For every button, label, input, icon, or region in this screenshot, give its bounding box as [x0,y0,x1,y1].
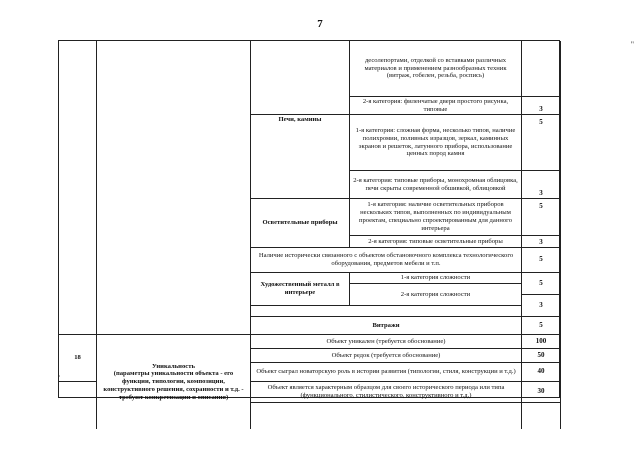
stained-glass-label: Витражи [251,317,522,335]
innovative-object-score: 40 [522,363,561,382]
empty-bottom-score [522,403,561,429]
stoves-cat2-score: 3 [522,171,561,199]
tech-equipment-description: Наличие исторически связанного с объектом обстановочного комплекса технологического оборудования, предметов мебели и т.п. [251,248,522,273]
lighting-label: Осветительные приборы [251,199,350,248]
empty-bottom-row [251,403,522,429]
stoves-cat2-description: 2-я категория: типовые приборы, монохромная облицовка, печи скрыты современной обшивкой, облицовкой [350,171,522,199]
lighting-cat2-description: 2-я категория: типовые осветительные приборы [350,236,522,248]
metal-cat1-description: 1-я категория сложности [350,273,522,284]
doors-cat2-description: 2-я категория: филенчатые двери простого рисунка, типовые [350,97,522,115]
stoves-cat1-score: 5 [522,115,561,171]
corner-mark: " [630,40,634,49]
lighting-cat1-score: 5 [522,199,561,236]
doors-cat2-score: 3 [522,97,561,115]
score-cell-empty [522,41,561,97]
metal-cat2-description: 2-я категория сложности [350,284,522,306]
item-number-cell: 18 [59,335,97,382]
unique-object-description: Объект уникален (требуется обоснование) [251,335,522,349]
uniqueness-description: (параметры уникальности объекта - его функции, типологии, композиции, конструктивного решения, сохранности и т.д. - требуют конкретизации и описания) [103,370,244,401]
table-cell-number-bottom [59,382,97,429]
page-number: 7 [317,18,323,30]
typical-object-description: Объект является характерным образцом для своего исторического периода или типа (функционального, стилистического, конструктивного и т.д.) [251,382,522,403]
metal-cat1-score: 5 [522,273,561,295]
doors-label-cell [251,41,350,115]
tech-equipment-score: 5 [522,248,561,273]
rare-object-description: Объект редок (требуется обоснование) [251,349,522,363]
stained-glass-score: 5 [522,317,561,335]
metal-label: Художественный металл в интерьере [251,273,350,306]
table-cell-number-empty [59,41,97,335]
uniqueness-title: Уникальность [152,362,195,370]
stoves-cat1-description: 1-я категория: сложная форма, несколько типов, наличие полихромии, поливных изразцов, зеркал, каминных экранов и решеток, латунного прибора, использование ценных пород камня [350,115,522,171]
criteria-table [58,40,560,401]
criterion-cell-empty [97,41,251,335]
uniqueness-cell [97,335,251,429]
metal-cat2-score: 3 [522,295,561,317]
typical-object-score: 30 [522,382,561,403]
row-marker: · [58,372,61,381]
lighting-cat2-score: 3 [522,236,561,248]
rare-object-score: 50 [522,349,561,363]
lighting-cat1-description: 1-я категория: наличие осветительных приборов нескольких типов, выполненных по индивидуальным проектам, специально спроектированным для данного интерьера [350,199,522,236]
metal-filler [251,306,522,317]
unique-object-score: 100 [522,335,561,349]
innovative-object-description: Объект сыграл новаторскую роль в истории развития (типологии, стиля, конструкции и т.д.) [251,363,522,382]
decor-description: десолепортами, отделкой со вставками различных материалов и применением разнообразных техник (витраж, гобелен, резьба, роспись) [350,41,522,97]
stoves-label: Печи, камины [251,115,350,199]
